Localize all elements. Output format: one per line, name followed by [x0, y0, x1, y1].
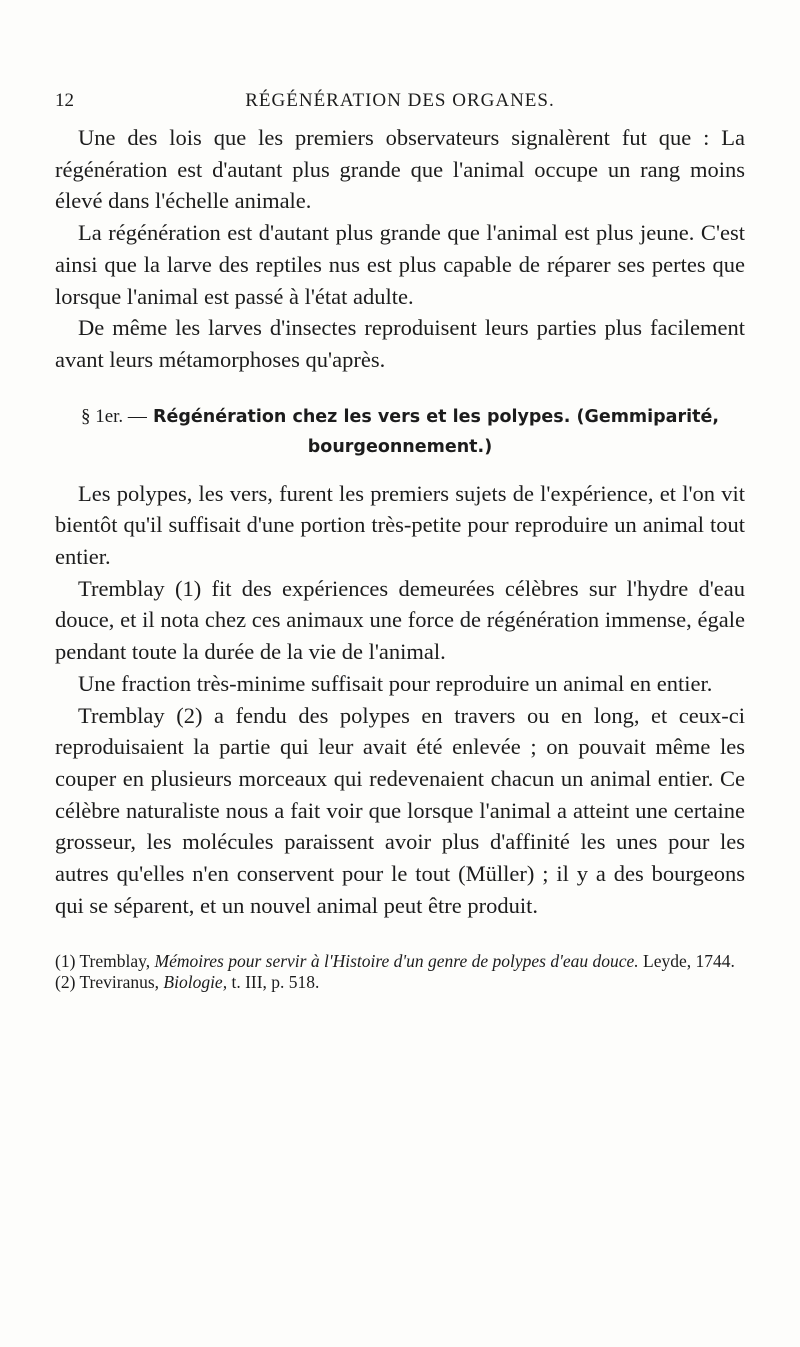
- footnotes: [55, 951, 745, 993]
- footnote: [55, 972, 745, 993]
- footnote-rest: Leyde, 1744.: [643, 951, 735, 972]
- footnote-author: Treviranus,: [79, 972, 160, 993]
- paragraph: Une des lois que les premiers observateurs signalèrent fut que : La régénération est d'autant plus grande que l'animal occupe un rang moins élevé dans l'échelle animale.: [55, 125, 745, 214]
- footnote-marker: (2): [55, 972, 76, 993]
- paragraph: La régénération est d'autant plus grande que l'animal est plus jeune. C'est ainsi que la larve des reptiles nus est plus capable de réparer ses pertes que lorsque l'animal est passé à l'état adulte.: [55, 220, 745, 309]
- page-body: [55, 122, 745, 993]
- paragraph: De même les larves d'insectes reproduisent leurs parties plus facilement avant leurs métamorphoses qu'après.: [55, 315, 745, 372]
- page-number: 12: [55, 90, 74, 111]
- paragraph: Tremblay (1) fit des expériences demeurées célèbres sur l'hydre d'eau douce, et il nota chez ces animaux une force de régénération immense, égale pendant toute la durée de la vie de l'animal.: [55, 575, 745, 665]
- footnote-marker: (1): [55, 951, 76, 972]
- paragraph: Tremblay (2) a fendu des polypes en travers ou en long, et ceux-ci reproduisaient la partie qui leur avait été enlevée ; on pouvait même les couper en plusieurs morceaux qui redevenaient chacun un animal entier. Ce célèbre naturaliste nous a fait voir que lorsque l'animal a atteint une certaine grosseur, les molécules paraissent avoir plus d'affinité les unes pour les autres qu'elles n'en conservent pour le tout (Müller) ; il y a des bourgeons qui se séparent, et un nouvel animal peut être produit.: [55, 702, 745, 918]
- footnote: [55, 951, 745, 972]
- section-number: § 1er. —: [80, 405, 147, 427]
- section-title: Régénération chez les vers et les polypes. (Gemmiparité, bourgeonnement.): [153, 406, 720, 457]
- paragraph: Une fraction très-minime suffisait pour reproduire un animal en entier.: [78, 670, 713, 696]
- footnote-title: Biologie,: [163, 972, 228, 993]
- footnote-rest: t. III, p. 518.: [231, 972, 320, 993]
- footnote-title: Mémoires pour servir à l'Histoire d'un genre de polypes d'eau douce.: [154, 951, 639, 972]
- footnote-author: Tremblay,: [79, 951, 151, 972]
- running-title: RÉGÉNÉRATION DES ORGANES.: [245, 90, 555, 111]
- paragraph: Les polypes, les vers, furent les premiers sujets de l'expérience, et l'on vit bientôt qu'il suffisait d'une portion très-petite pour reproduire un animal tout entier.: [55, 480, 745, 570]
- page-header: [55, 90, 745, 114]
- section-heading: [55, 402, 745, 462]
